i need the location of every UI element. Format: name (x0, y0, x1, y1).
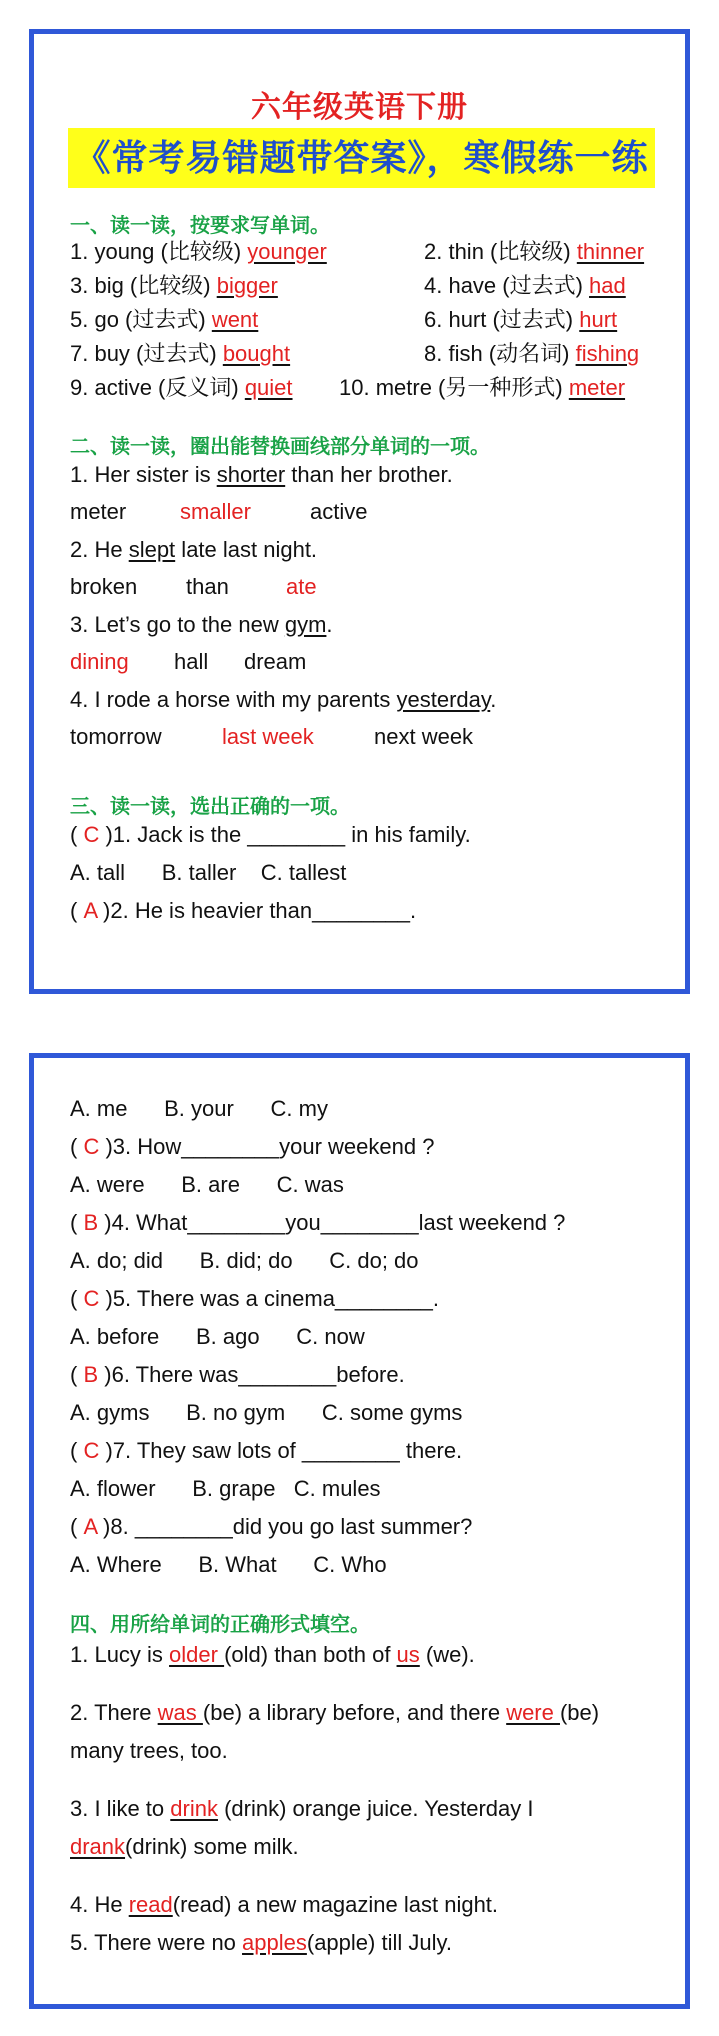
question-line: ( C )7. They saw lots of ________ there. (70, 1438, 463, 1463)
question-line (70, 1794, 533, 1824)
question-text: (old) than both of (224, 1642, 397, 1667)
underlined-word: slept (128, 537, 176, 562)
answer-letter: B (83, 1210, 99, 1235)
question-text: )7. They saw lots of ________ there. (99, 1438, 463, 1463)
options-line: A. flower B. grape C. mules (70, 1476, 381, 1501)
question-text: 1. Her sister is (70, 462, 217, 487)
option-answer: ate (286, 574, 317, 599)
question-text: than her brother. (285, 462, 453, 487)
options-line: A. do; did B. did; do C. do; do (70, 1248, 419, 1273)
question-text: 3. Let’s go to the new (70, 612, 285, 637)
question-text: )8. ________did you go last summer? (96, 1514, 473, 1539)
answer-text: hurt (579, 307, 618, 332)
answer-letter: C (83, 822, 100, 847)
question-line (70, 610, 333, 640)
question-text: (we). (419, 1642, 475, 1667)
question-line (70, 1640, 475, 1670)
worksheet-card-2 (29, 1053, 690, 2009)
answer-text: bought (222, 341, 291, 366)
question-text: 2. thin (比较级) (424, 239, 577, 264)
section-3-heading: 三、读一读，选出正确的一项。 (70, 796, 350, 818)
question-text: 4. have (过去式) (424, 273, 590, 298)
question-text: 3. I like to (70, 1796, 171, 1821)
question-text: 7. buy (过去式) (70, 341, 223, 366)
question-text: )3. How________your weekend ? (99, 1134, 435, 1159)
list-item (424, 271, 626, 301)
options-line: A. gyms B. no gym C. some gyms (70, 1400, 463, 1425)
answer-text: were (506, 1700, 560, 1725)
question-text: 2. He (70, 537, 129, 562)
option: active (310, 499, 368, 524)
options-line (70, 572, 317, 602)
question-text: 10. metre (另一种形式) (339, 375, 569, 400)
option: than (186, 574, 229, 599)
underlined-word: shorter (216, 462, 286, 487)
question-line-continued (70, 1832, 299, 1862)
answer-letter: C (83, 1134, 100, 1159)
page-title: 六年级英语下册 (251, 91, 468, 124)
options-line: A. tall B. taller C. tallest (70, 860, 347, 885)
answer-letter: C (83, 1286, 100, 1311)
answer-text: fishing (575, 341, 640, 366)
answer-text: had (589, 273, 626, 298)
question-text: 1. young (比较级) (70, 239, 248, 264)
question-line: ( C )5. There was a cinema________. (70, 1286, 439, 1311)
question-line (70, 1698, 599, 1728)
question-text: (be) (559, 1700, 600, 1725)
options-line: A. before B. ago C. now (70, 1324, 365, 1349)
option-answer: last week (222, 724, 314, 749)
option-answer: dining (70, 649, 129, 674)
list-item (70, 271, 278, 301)
question-text: 8. fish (动名词) (424, 341, 576, 366)
question-line: ( B )4. What________you________last weekend ? (70, 1210, 566, 1235)
option: broken (70, 574, 138, 599)
answer-text: younger (247, 239, 327, 264)
section-4-heading: 四、用所给单词的正确形式填空。 (70, 1614, 370, 1636)
question-text: . (326, 612, 333, 637)
option-answer: smaller (180, 499, 251, 524)
question-line (70, 1928, 452, 1958)
option: tomorrow (70, 724, 162, 749)
options-line (70, 647, 306, 677)
options-line: A. me B. your C. my (70, 1096, 328, 1121)
options-line (70, 722, 473, 752)
answer-text: was (157, 1700, 203, 1725)
question-text: 2. There (70, 1700, 158, 1725)
list-item (70, 373, 293, 403)
list-item (70, 237, 327, 267)
question-line (70, 535, 317, 565)
question-line (70, 685, 496, 715)
question-text: )2. He is heavier than________. (96, 898, 417, 923)
question-text: (read) a new magazine last night. (172, 1892, 499, 1917)
list-item (339, 373, 625, 403)
question-text: (apple) till July. (306, 1930, 452, 1955)
answer-letter: A (83, 1514, 97, 1539)
question-text: )1. Jack is the ________ in his family. (99, 822, 471, 847)
section-2-heading: 二、读一读，圈出能替换画线部分单词的一项。 (70, 436, 490, 458)
options-line: A. Where B. What C. Who (70, 1552, 387, 1577)
question-text: 1. Lucy is (70, 1642, 170, 1667)
question-line (70, 1890, 498, 1920)
question-text: 5. There were no (70, 1930, 243, 1955)
question-text: 4. I rode a horse with my parents (70, 687, 397, 712)
answer-text: bigger (216, 273, 278, 298)
question-text: (drink) some milk. (125, 1834, 299, 1859)
question-text: (be) a library before, and there (202, 1700, 507, 1725)
options-line (70, 497, 367, 527)
answer-text: drank (70, 1834, 126, 1859)
question-line: ( A )2. He is heavier than________. (70, 898, 417, 923)
answer-text: went (211, 307, 259, 332)
answer-text: thinner (576, 239, 645, 264)
question-text: (drink) orange juice. Yesterday I (217, 1796, 534, 1821)
question-line: ( C )3. How________your weekend ? (70, 1134, 435, 1159)
question-line: ( B )6. There was________before. (70, 1362, 405, 1387)
option: next week (374, 724, 474, 749)
answer-text: older (169, 1642, 225, 1667)
options-line: A. were B. are C. was (70, 1172, 344, 1197)
question-line (70, 460, 453, 490)
list-item (424, 237, 644, 267)
question-line: ( A )8. ________did you go last summer? (70, 1514, 473, 1539)
question-text: 4. He (70, 1892, 129, 1917)
list-item (424, 305, 617, 335)
question-text: 6. hurt (过去式) (424, 307, 580, 332)
question-text: )6. There was________before. (98, 1362, 405, 1387)
answer-letter: C (83, 1438, 100, 1463)
option: dream (244, 649, 307, 674)
question-text: 5. go (过去式) (70, 307, 212, 332)
page-subtitle: 《常考易错题带答案》，寒假练一练 (68, 128, 655, 188)
question-text: late last night. (175, 537, 318, 562)
underlined-word: yesterday (396, 687, 491, 712)
question-text: 9. active (反义词) (70, 375, 245, 400)
answer-text: meter (568, 375, 626, 400)
question-text: )5. There was a cinema________. (99, 1286, 439, 1311)
list-item (70, 305, 258, 335)
section-1-heading: 一、读一读，按要求写单词。 (70, 215, 330, 237)
answer-text: drink (170, 1796, 218, 1821)
list-item (70, 339, 290, 369)
question-line-continued: many trees, too. (70, 1738, 228, 1763)
option: meter (70, 499, 127, 524)
answer-text: read (128, 1892, 173, 1917)
answer-text: apples (242, 1930, 307, 1955)
question-line: ( C )1. Jack is the ________ in his family. (70, 822, 471, 847)
answer-text: quiet (244, 375, 293, 400)
worksheet-card-1 (29, 29, 690, 994)
underlined-word: gym (284, 612, 327, 637)
question-text: )4. What________you________last weekend ? (98, 1210, 566, 1235)
list-item (424, 339, 639, 369)
answer-text: us (396, 1642, 420, 1667)
option: hall (174, 649, 209, 674)
answer-letter: A (83, 898, 97, 923)
question-text: 3. big (比较级) (70, 273, 217, 298)
question-text: . (490, 687, 497, 712)
answer-letter: B (83, 1362, 99, 1387)
